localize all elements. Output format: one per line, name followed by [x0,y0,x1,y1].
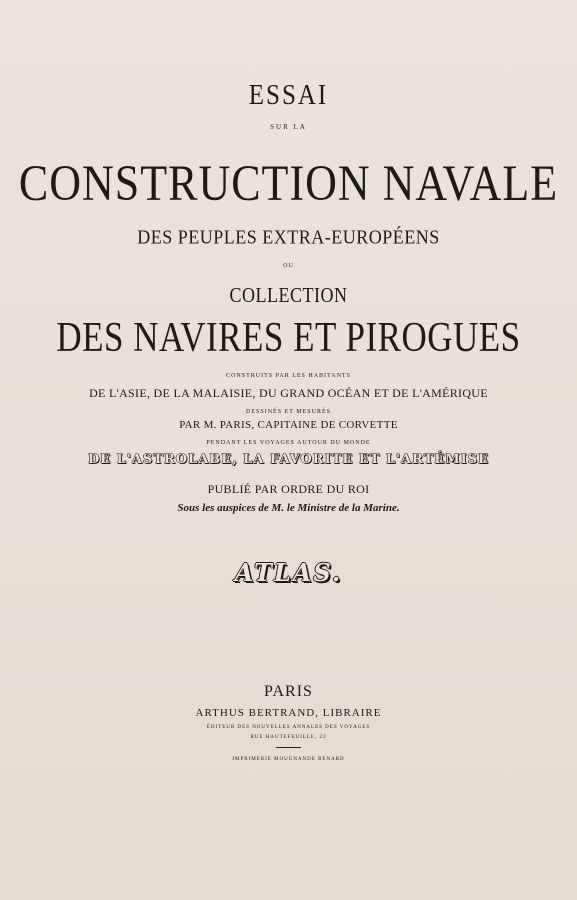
pendant-text: PENDANT LES VOYAGES AUTOUR DU MONDE [206,440,371,446]
imprint-divider [276,747,301,748]
essai-heading: ESSAI [248,79,329,111]
regions-text: DE L'ASIE, DE LA MALAISIE, DU GRAND OCÉAN ET DE L'AMÉRIQUE [89,386,488,400]
author-line: PAR M. PARIS, CAPITAINE DE CORVETTE [179,419,398,431]
imprint-printer: IMPRIMERIE MOUGNANDE RENARD [232,757,345,762]
ships-line: DE L'ASTROLABE, LA FAVORITE ET L'ARTÉMISE [87,452,490,467]
imprint-editeur: ÉDITEUR DES NOUVELLES ANNALES DES VOYAGES [206,725,371,730]
dessines-text: DESSINÉS ET MESURÉS [246,409,331,415]
atlas-heading: ATLAS. [234,558,343,587]
collection-heading: COLLECTION [229,283,348,307]
publie-line: PUBLIÉ PAR ORDRE DU ROI [207,482,370,496]
main-title: CONSTRUCTION NAVALE [18,155,559,212]
construits-text: CONSTRUITS PAR LES HABITANTS [226,373,351,379]
peuples-subtitle: DES PEUPLES EXTRA-EUROPÉENS [137,225,440,248]
navires-title: DES NAVIRES ET PIROGUES [56,314,521,361]
ou-text: OU [283,263,294,269]
auspices-line: Sous les auspices de M. le Ministre de la Marine. [177,502,400,514]
imprint-address: RUE HAUTEFEUILLE, 23 [250,735,327,740]
imprint-city: PARIS [264,683,313,700]
sur-la-text: SUR LA [270,123,307,131]
imprint-publisher: ARTHUS BERTRAND, LIBRAIRE [195,707,382,719]
